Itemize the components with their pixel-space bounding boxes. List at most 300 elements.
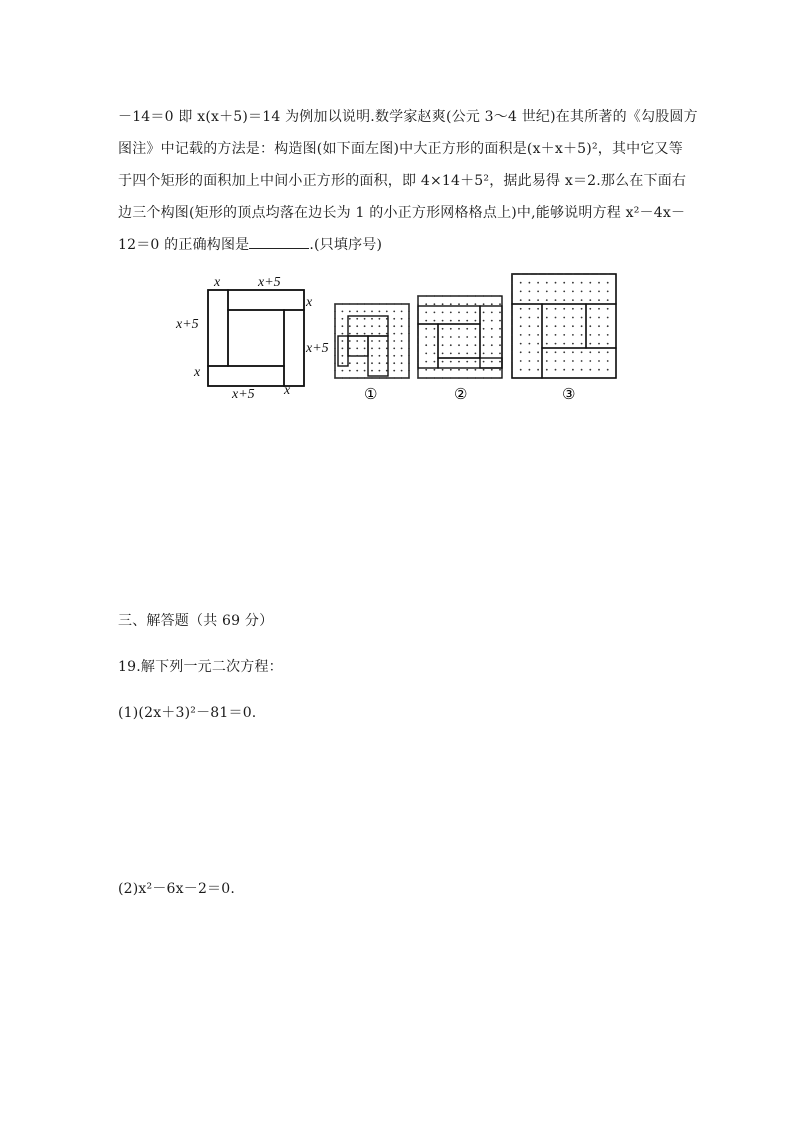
grid-dot xyxy=(458,369,460,371)
grid-dot xyxy=(555,282,557,284)
grid-dot xyxy=(499,295,501,297)
grid-dot xyxy=(356,370,358,372)
grid-dot xyxy=(364,377,366,379)
grid-dot xyxy=(483,377,485,379)
grid-dot xyxy=(607,334,609,336)
grid-dot xyxy=(349,340,351,342)
grid-dot xyxy=(408,318,410,320)
grid-dot xyxy=(401,362,403,364)
grid-dot xyxy=(581,369,583,371)
grid-dot xyxy=(589,343,591,345)
grid-dot xyxy=(607,299,609,301)
grid-dot xyxy=(334,325,336,327)
grid-dot xyxy=(483,295,485,297)
label-right-x5: x+5 xyxy=(306,341,329,356)
grid-dot xyxy=(458,377,460,379)
grid-dot xyxy=(572,351,574,353)
grid-dot xyxy=(499,312,501,314)
grid-dot xyxy=(334,370,336,372)
grid-dot xyxy=(511,317,513,319)
grid-dot xyxy=(475,295,477,297)
grid-dot xyxy=(334,348,336,350)
grid-dot xyxy=(356,340,358,342)
grid-dot xyxy=(555,317,557,319)
grid-dot xyxy=(598,351,600,353)
grid-dot xyxy=(408,333,410,335)
grid-dot xyxy=(581,291,583,293)
grid-dot xyxy=(511,351,513,353)
grid-dot xyxy=(491,353,493,355)
grid-dot xyxy=(572,317,574,319)
grid-dot xyxy=(511,343,513,345)
grid-dot xyxy=(491,361,493,363)
grid-dot xyxy=(425,295,427,297)
grid-dot xyxy=(555,308,557,310)
grid-dot xyxy=(356,348,358,350)
grid-dot xyxy=(379,340,381,342)
grid-dot xyxy=(491,328,493,330)
grid-dot xyxy=(555,325,557,327)
grid-dot xyxy=(499,328,501,330)
grid-dot xyxy=(598,282,600,284)
grid-dot xyxy=(511,282,513,284)
grid-dot xyxy=(450,303,452,305)
grid-dot xyxy=(589,351,591,353)
grid-dot xyxy=(417,361,419,363)
grid-dot xyxy=(386,318,388,320)
grid-dot xyxy=(520,343,522,345)
grid-dot xyxy=(581,360,583,362)
grid-dot xyxy=(364,362,366,364)
grid-dot xyxy=(598,325,600,327)
grid-dot xyxy=(393,340,395,342)
grid-dot xyxy=(401,348,403,350)
grid-dot xyxy=(417,369,419,371)
grid-dot xyxy=(342,370,344,372)
grid-dot xyxy=(342,340,344,342)
grid-dot xyxy=(475,344,477,346)
grid-dot xyxy=(589,325,591,327)
grid-dot xyxy=(598,343,600,345)
grid-dot xyxy=(458,312,460,314)
grid-dot xyxy=(491,303,493,305)
grid-dot xyxy=(364,318,366,320)
grid-dot xyxy=(511,308,513,310)
grid-dot xyxy=(475,312,477,314)
grid-dot xyxy=(442,377,444,379)
grid-dot xyxy=(371,340,373,342)
grid-dot xyxy=(442,344,444,346)
grid-dot xyxy=(450,320,452,322)
grid-dot xyxy=(349,318,351,320)
problem-line-5-text: 12＝0 的正确构图是 xyxy=(118,237,250,253)
grid-dot xyxy=(349,303,351,305)
grid-dot xyxy=(442,320,444,322)
grid-dot xyxy=(529,343,531,345)
grid-dot xyxy=(537,334,539,336)
grid-dot xyxy=(349,348,351,350)
rect-top xyxy=(228,290,304,310)
grid-dot xyxy=(529,334,531,336)
grid-dot xyxy=(589,299,591,301)
grid-dot xyxy=(563,317,565,319)
grid-dot xyxy=(386,340,388,342)
grid-dot xyxy=(386,355,388,357)
grid-dot xyxy=(379,377,381,379)
rect-bottom xyxy=(208,366,284,386)
grid-dot xyxy=(379,355,381,357)
grid-dot xyxy=(520,282,522,284)
grid-dot xyxy=(425,320,427,322)
grid-dot xyxy=(466,328,468,330)
grid-dot xyxy=(334,340,336,342)
grid-dot xyxy=(537,343,539,345)
grid-dot xyxy=(537,369,539,371)
grid-dot xyxy=(563,343,565,345)
rect-left xyxy=(208,290,228,366)
grid-dot xyxy=(356,362,358,364)
grid-dot xyxy=(334,333,336,335)
grid-dot xyxy=(434,353,436,355)
grid-dot xyxy=(546,291,548,293)
grid-dot xyxy=(555,291,557,293)
grid-dot xyxy=(589,291,591,293)
grid-dot xyxy=(563,299,565,301)
grid-dot xyxy=(342,377,344,379)
grid-dot xyxy=(434,312,436,314)
grid-1 xyxy=(334,303,410,379)
grid-dot xyxy=(393,355,395,357)
grid-dot xyxy=(499,361,501,363)
grid-dot xyxy=(442,369,444,371)
grid-dot xyxy=(434,369,436,371)
grid-dot xyxy=(334,355,336,357)
grid-dot xyxy=(379,348,381,350)
label-bottom-x: x xyxy=(284,383,291,398)
grid-dot xyxy=(408,362,410,364)
grid-dot xyxy=(563,360,565,362)
grid-dot xyxy=(520,317,522,319)
grid-dot xyxy=(379,311,381,313)
question-19-part-1: (1)(2x＋3)²－81＝0. xyxy=(118,705,257,721)
grid-dot xyxy=(563,334,565,336)
grid-dot xyxy=(581,325,583,327)
grid-dot xyxy=(356,303,358,305)
grid-dot xyxy=(434,336,436,338)
grid-dot xyxy=(598,360,600,362)
grid-dot xyxy=(371,362,373,364)
grid-dot xyxy=(520,334,522,336)
grid-dot xyxy=(364,340,366,342)
grid-dot xyxy=(425,377,427,379)
grid-dot xyxy=(356,377,358,379)
grid-dot xyxy=(379,318,381,320)
grid-dot xyxy=(520,325,522,327)
grid-dot xyxy=(546,369,548,371)
grid-dot xyxy=(393,370,395,372)
grid-dot xyxy=(607,325,609,327)
grid-dot xyxy=(364,325,366,327)
grid-dot xyxy=(417,320,419,322)
grid-dot xyxy=(417,353,419,355)
grid-dot xyxy=(434,328,436,330)
grid-dot xyxy=(563,325,565,327)
grid-dot xyxy=(371,325,373,327)
grid-dot xyxy=(483,336,485,338)
grid-dot xyxy=(546,299,548,301)
grid-3 xyxy=(511,273,616,378)
grid-dot xyxy=(466,369,468,371)
grid-dot xyxy=(450,353,452,355)
grid-dot xyxy=(529,360,531,362)
problem-line-3: 于四个矩形的面积加上中间小正方形的面积，即 4×14＋5²，据此易得 x＝2.那么在下面右 xyxy=(118,173,687,189)
label-bottom-x5: x+5 xyxy=(232,387,255,402)
grid-dot xyxy=(475,336,477,338)
grid-dot xyxy=(458,303,460,305)
grid-dot xyxy=(386,303,388,305)
problem-line-5 xyxy=(118,234,382,254)
grid-dot xyxy=(386,311,388,313)
label-right-x: x xyxy=(306,295,313,310)
grid-dot xyxy=(393,348,395,350)
grid-dot xyxy=(371,355,373,357)
grid-dot xyxy=(334,311,336,313)
grid-dot xyxy=(563,369,565,371)
grid-dot xyxy=(334,377,336,379)
grid-dot xyxy=(581,282,583,284)
grid-dot xyxy=(450,336,452,338)
grid-dot xyxy=(458,328,460,330)
grid-dot xyxy=(434,320,436,322)
grid-dot xyxy=(607,291,609,293)
grid-2-label: ② xyxy=(454,387,468,403)
grid-dot xyxy=(466,361,468,363)
grid-dot xyxy=(537,325,539,327)
grid-dot xyxy=(393,303,395,305)
grid-dot xyxy=(425,369,427,371)
grid-dot xyxy=(442,336,444,338)
grid-dot xyxy=(458,295,460,297)
grid-dot xyxy=(458,353,460,355)
grid-dot xyxy=(529,291,531,293)
grid-dot xyxy=(537,273,539,275)
grid-dot xyxy=(371,318,373,320)
grid-dot xyxy=(529,299,531,301)
grid-dot xyxy=(417,303,419,305)
grid-dot xyxy=(371,377,373,379)
grid-dot xyxy=(408,303,410,305)
grid-dot xyxy=(450,344,452,346)
grid-dot xyxy=(483,328,485,330)
grid-dot xyxy=(408,355,410,357)
grid-dot xyxy=(364,303,366,305)
grid-dot xyxy=(379,303,381,305)
grid-dot xyxy=(450,369,452,371)
grid-dot xyxy=(442,361,444,363)
grid-dot xyxy=(589,369,591,371)
grid-dot xyxy=(408,340,410,342)
grid-dot xyxy=(342,303,344,305)
grid-dot xyxy=(581,334,583,336)
grid-dot xyxy=(466,353,468,355)
grid-dot xyxy=(442,295,444,297)
grid-dot xyxy=(371,348,373,350)
grid-dot xyxy=(483,369,485,371)
grid-dot xyxy=(408,325,410,327)
grid-dot xyxy=(499,336,501,338)
grid-dot xyxy=(483,303,485,305)
grid-dot xyxy=(529,282,531,284)
grid-dot xyxy=(386,348,388,350)
grid-dot xyxy=(491,369,493,371)
grid-dot xyxy=(364,333,366,335)
grid-dot xyxy=(607,360,609,362)
grid-dot xyxy=(607,308,609,310)
grid-dot xyxy=(401,355,403,357)
grid-dot xyxy=(589,273,591,275)
grid-dot xyxy=(483,320,485,322)
grid-dot xyxy=(342,311,344,313)
grid-dot xyxy=(537,291,539,293)
grid-dot xyxy=(386,325,388,327)
grid-dot xyxy=(349,355,351,357)
grid-dot xyxy=(349,370,351,372)
grid-dot xyxy=(393,325,395,327)
grid-dot xyxy=(491,336,493,338)
grid-dot xyxy=(581,317,583,319)
grid-dot xyxy=(434,303,436,305)
grid-dot xyxy=(334,303,336,305)
grid-dot xyxy=(520,360,522,362)
grid-dot xyxy=(607,369,609,371)
grid-dot xyxy=(364,311,366,313)
grid-dot xyxy=(589,360,591,362)
grid-dot xyxy=(466,377,468,379)
grid-dot xyxy=(342,333,344,335)
grid-dot xyxy=(401,303,403,305)
inner-square xyxy=(228,310,284,366)
grid-dot xyxy=(393,333,395,335)
grid-dot xyxy=(581,273,583,275)
grid-dot xyxy=(425,344,427,346)
grid-dot xyxy=(356,311,358,313)
grid-dot xyxy=(572,334,574,336)
grid-dot xyxy=(425,328,427,330)
grid-dot xyxy=(349,325,351,327)
grid-dot xyxy=(499,377,501,379)
grid-dot xyxy=(520,299,522,301)
grid-dot xyxy=(393,362,395,364)
grid-dot xyxy=(572,325,574,327)
grid-1-label: ① xyxy=(364,387,378,403)
grid-dot xyxy=(499,303,501,305)
grid-dot xyxy=(442,353,444,355)
grid-dot xyxy=(555,334,557,336)
grid-dot xyxy=(408,311,410,313)
grid-dot xyxy=(537,299,539,301)
grid-dot xyxy=(466,344,468,346)
grid-dot xyxy=(417,312,419,314)
grid-dot xyxy=(401,325,403,327)
section-heading: 三、解答题（共 69 分） xyxy=(118,613,274,629)
grid-dot xyxy=(425,312,427,314)
grid-dot xyxy=(555,343,557,345)
grid-dot xyxy=(475,353,477,355)
grid-dot xyxy=(401,340,403,342)
grid-dot xyxy=(546,273,548,275)
grid-dot xyxy=(511,299,513,301)
grid-dot xyxy=(589,308,591,310)
grid-dot xyxy=(499,344,501,346)
grid-dot xyxy=(546,282,548,284)
grid-dot xyxy=(529,325,531,327)
grid-dot xyxy=(529,308,531,310)
grid-dot xyxy=(401,377,403,379)
grid-dot xyxy=(466,320,468,322)
answer-blank[interactable] xyxy=(249,236,309,249)
zhao-shuang-figure xyxy=(208,290,304,386)
grid-dot xyxy=(466,295,468,297)
grid-dot xyxy=(450,361,452,363)
grid-dot xyxy=(417,336,419,338)
grid-dot xyxy=(598,369,600,371)
grid-dot xyxy=(393,311,395,313)
grid-dot xyxy=(475,320,477,322)
grid-dot xyxy=(598,308,600,310)
grid-dot xyxy=(466,336,468,338)
grid-dot xyxy=(572,343,574,345)
grid-dot xyxy=(458,344,460,346)
grid-dot xyxy=(546,334,548,336)
grid-dot xyxy=(379,362,381,364)
grid-dot xyxy=(434,344,436,346)
grid-dot xyxy=(356,355,358,357)
grid-dot xyxy=(555,273,557,275)
grid-dot xyxy=(475,369,477,371)
grid-dot xyxy=(598,273,600,275)
grid-dot xyxy=(563,273,565,275)
grid-dot xyxy=(434,377,436,379)
grid-dot xyxy=(379,370,381,372)
label-top-x: x xyxy=(214,275,221,290)
grid-dot xyxy=(546,360,548,362)
grid-dot xyxy=(408,377,410,379)
grid-dot xyxy=(529,351,531,353)
grid-dot xyxy=(342,355,344,357)
grid-dot xyxy=(349,311,351,313)
grid-dot xyxy=(491,312,493,314)
grid-dot xyxy=(379,325,381,327)
grid-dot xyxy=(386,377,388,379)
grid-dot xyxy=(563,291,565,293)
grid-dot xyxy=(529,273,531,275)
grid-dot xyxy=(386,362,388,364)
grid-dot xyxy=(342,362,344,364)
grid-dot xyxy=(364,355,366,357)
grid-dot xyxy=(364,370,366,372)
grid-dot xyxy=(499,320,501,322)
grid-dot xyxy=(499,369,501,371)
grid-dot xyxy=(349,377,351,379)
grid-dot xyxy=(598,291,600,293)
grid-dot xyxy=(563,351,565,353)
grid-dot xyxy=(581,343,583,345)
grid-dot xyxy=(379,333,381,335)
grid-dot xyxy=(529,317,531,319)
grid-dot xyxy=(572,308,574,310)
grid-dot xyxy=(442,312,444,314)
grid-dot xyxy=(364,348,366,350)
